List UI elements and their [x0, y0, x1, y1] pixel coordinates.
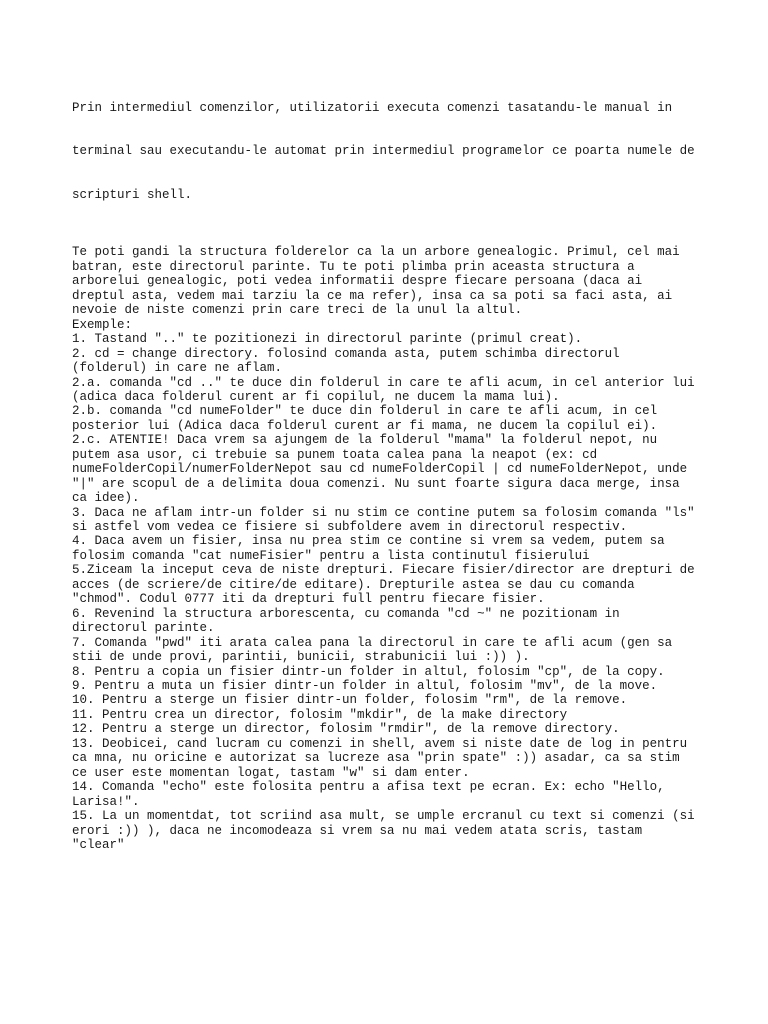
text-line: posterior lui (Adica daca folderul curent ar fi mama, ne ducem la copilul ei). [72, 418, 658, 433]
text-line: 2. cd = change directory. folosind comanda asta, putem schimba directorul [72, 346, 620, 361]
text-line: directorul parinte. [72, 621, 215, 636]
text-line: batran, este directorul parinte. Tu te poti plimba prin aceasta structura a [72, 259, 635, 274]
text-line: ca idee). [72, 491, 140, 506]
text-line: numeFolderCopil/numerFolderNepot sau cd numeFolderCopil | cd numeFolderNepot, unde [72, 462, 688, 477]
text-line: (folderul) in care ne aflam. [72, 361, 283, 376]
paragraph-gap [72, 231, 712, 245]
text-line: 13. Deobicei, cand lucram cu comenzi in shell, avem si niste date de log in pentru [72, 736, 688, 751]
text-line: 11. Pentru crea un director, folosim "mkdir", de la make directory [72, 707, 568, 722]
text-line: arborelui genealogic, poti vedea informatii despre fiecare persoana (daca ai [72, 274, 643, 289]
text-line: erori :)) ), daca ne incomodeaza si vrem sa nu mai vedem atata scris, tastam [72, 823, 643, 838]
text-line: dreptul asta, vedem mai tarziu la ce ma refer), insa ca sa poti sa faci asta, ai [72, 288, 673, 303]
text-line: "chmod". Codul 0777 iti da drepturi full pentru fiecare fisier. [72, 592, 545, 607]
text-line: 10. Pentru a sterge un fisier dintr-un folder, folosim "rm", de la remove. [72, 693, 628, 708]
intro-paragraph [72, 72, 712, 231]
document-page [72, 72, 712, 852]
text-line: putem asa usor, ci trebuie sa punem toata calea pana la neapot (ex: cd [72, 447, 598, 462]
text-line: 8. Pentru a copia un fisier dintr-un folder in altul, folosim "cp", de la copy. [72, 664, 665, 679]
text-line: scripturi shell. [72, 187, 193, 202]
text-line: ca mna, nu oricine e autorizat sa lucreze asa "prin spate" :)) asadar, ca sa stim [72, 751, 680, 766]
text-line: acces (de scriere/de citire/de editare). Drepturile astea se dau cu comanda [72, 577, 635, 592]
text-line: 1. Tastand ".." te pozitionezi in directorul parinte (primul creat). [72, 332, 583, 347]
text-line: Exemple: [72, 317, 133, 332]
text-line: 2.b. comanda "cd numeFolder" te duce din folderul in care te afli acum, in cel [72, 404, 658, 419]
text-line: 7. Comanda "pwd" iti arata calea pana la directorul in care te afli acum (gen sa [72, 635, 673, 650]
text-line: 15. La un momentdat, tot scriind asa mult, se umple ercranul cu text si comenzi (si [72, 809, 695, 824]
text-line: 2.a. comanda "cd .." te duce din folderul in care te afli acum, in cel anterior lui [72, 375, 695, 390]
text-line: 4. Daca avem un fisier, insa nu prea stim ce contine si vrem sa vedem, putem sa [72, 534, 665, 549]
text-line: 9. Pentru a muta un fisier dintr-un folder in altul, folosim "mv", de la move. [72, 679, 658, 694]
text-line: "clear" [72, 838, 125, 852]
text-line: Te poti gandi la structura folderelor ca la un arbore genealogic. Primul, cel mai [72, 245, 680, 260]
text-line: 2.c. ATENTIE! Daca vrem sa ajungem de la folderul "mama" la folderul nepot, nu [72, 433, 658, 448]
text-line: folosim comanda "cat numeFisier" pentru a lista continutul fisierului [72, 548, 590, 563]
text-line: 14. Comanda "echo" este folosita pentru a afisa text pe ecran. Ex: echo "Hello, [72, 780, 665, 795]
body-paragraph [72, 245, 712, 852]
text-line: stii de unde provi, parintii, bunicii, strabunicii lui :)) ). [72, 650, 530, 665]
text-line: nevoie de niste comenzi prin care treci de la unul la altul. [72, 303, 523, 318]
text-line: 6. Revenind la structura arborescenta, cu comanda "cd ~" ne pozitionam in [72, 606, 620, 621]
text-line: terminal sau executandu-le automat prin intermediul programelor ce poarta numele de [72, 144, 695, 159]
text-line: Prin intermediul comenzilor, utilizatorii executa comenzi tasatandu-le manual in [72, 100, 673, 115]
text-line: 12. Pentru a sterge un director, folosim "rmdir", de la remove directory. [72, 722, 620, 737]
text-line: 3. Daca ne aflam intr-un folder si nu stim ce contine putem sa folosim comanda "ls" [72, 505, 695, 520]
text-line: (adica daca folderul curent ar fi copilul, ne ducem la mama lui). [72, 389, 560, 404]
text-line: ce user este momentan logat, tastam "w" si dam enter. [72, 765, 470, 780]
text-line: si astfel vom vedea ce fisiere si subfoldere avem in directorul respectiv. [72, 520, 628, 535]
text-line: Larisa!". [72, 794, 140, 809]
text-line: 5.Ziceam la inceput ceva de niste drepturi. Fiecare fisier/director are drepturi de [72, 563, 695, 578]
text-line: "|" are scopul de a delimita doua comenzi. Nu sunt foarte sigura daca merge, insa [72, 476, 680, 491]
